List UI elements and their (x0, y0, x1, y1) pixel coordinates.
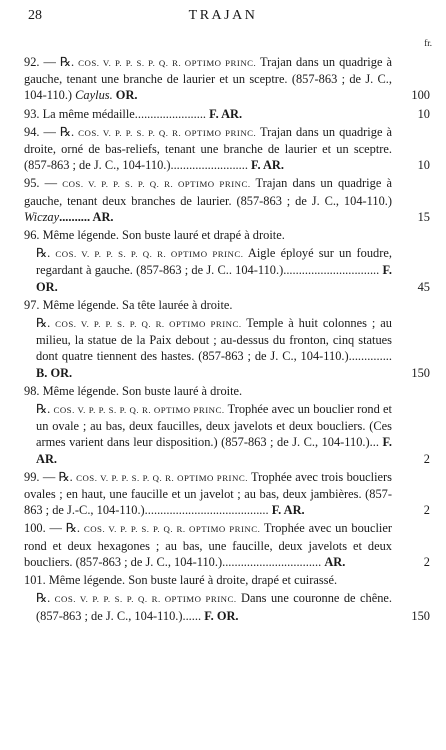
entry-text: ℞. (36, 246, 56, 261)
entry-value: 2 (423, 503, 430, 518)
catalogue-entry (24, 124, 430, 174)
entry-rarity-metal: F. AR. (209, 106, 243, 121)
entry-rarity-metal: F. AR. (271, 503, 305, 518)
catalogue-entry (24, 175, 430, 225)
catalogue-entry (24, 469, 430, 519)
entry-description: Trophée avec un bouclier rond et un ovale ; au bas, deux faucilles, deux javelots et deux boucliers. (Ces armes varient dans leur disposition.) (857-863 ; de J. C., 104-110.)... (36, 402, 392, 450)
page-number: 28 (28, 8, 42, 23)
page-header (0, 8, 446, 30)
entry-text: ℞. (36, 402, 54, 417)
entry-legend: COS. V. P. P. S. P. Q. R. OPTIMO PRINC. (54, 594, 237, 605)
entry-value: 10 (417, 106, 430, 121)
entry-legend: COS. V. P. P. S. P. Q. R. OPTIMO PRINC. (78, 127, 257, 138)
entry-description: Temple à huit colonnes ; au milieu, la statue de la Paix debout ; au-dessus du fronton, cinq statues dont quatre tiennent des hastes. (857-863 ; de J. C., 104-110.).............. (36, 316, 392, 364)
entry-source: Caylus. (75, 88, 113, 103)
entry-value: 100 (411, 88, 430, 103)
entry-legend: COS. V. P. P. S. P. Q. R. OPTIMO PRINC. (83, 524, 261, 535)
entry-description: Trajan dans un quadrige à gauche, tenant deux branches de laurier. (857-863 ; de J. C., 104-110.) (24, 176, 392, 208)
value-column-heading: fr. (424, 38, 432, 48)
entry-source: Wiczay (24, 209, 60, 224)
entry-text: 92. — ℞. (24, 55, 79, 69)
catalogue-entry (24, 54, 430, 104)
entry-description: Aigle éployé sur un foudre, regardant à gauche. (857-863 ; de J. C.. 104-110.)............................... (36, 246, 392, 278)
entry-legend: COS. V. P. P. S. P. Q. R. OPTIMO PRINC. (55, 249, 244, 260)
entry-text: 96. Même légende. Son buste lauré et drapé à droite. (24, 228, 285, 243)
entry-description: Trophée avec un bouclier rond et deux hexagones ; au bas, une faucille, deux javelots et deux boucliers. (857-863 ; de J. C., 104-110.)................................ (24, 521, 392, 569)
running-title: TRAJAN (188, 8, 258, 23)
entry-text: 98. Même légende. Son buste lauré à droite. (24, 383, 243, 398)
entry-rarity-metal: F. OR. (204, 608, 239, 623)
entry-rarity-metal: AR. (324, 554, 346, 569)
catalogue-entry (24, 106, 430, 122)
entry-description: Trophée avec trois boucliers ovales ; en haut, une faucille et un javelot ; au bas, deux jambières. (857-863 ; de J.-C., 104-110.)........................................ (24, 469, 392, 518)
entry-text: 99. — ℞. (24, 469, 77, 484)
entry-text: 100. — ℞. (24, 521, 84, 536)
entry-legend: COS. V. P. P. S. P. Q. R. OPTIMO PRINC. (62, 179, 251, 190)
entry-value: 15 (417, 209, 430, 224)
entry-text: ℞. (36, 591, 55, 606)
entry-legend: COS. V. P. P. S. P. Q. R. OPTIMO PRINC. (78, 58, 257, 68)
entry-description: Dans une couronne de chêne. (857-863 ; de J. C., 104-110.)...... (36, 591, 392, 623)
entry-legend: COS. V. P. P. S. P. Q. R. OPTIMO PRINC. (55, 319, 242, 330)
entry-value: 150 (411, 365, 430, 380)
entry-rarity-metal: .......... AR. (59, 209, 114, 224)
entry-rarity-metal: F. OR. (36, 263, 392, 294)
entry-text: 93. La même médaille....................... (24, 106, 210, 121)
entry-rarity-metal: B. OR. (36, 365, 73, 380)
catalogue-entry (36, 590, 430, 623)
entry-text: ℞. (36, 316, 56, 331)
entry-legend: COS. V. P. P. S. P. Q. R. OPTIMO PRINC. (53, 405, 225, 416)
entry-value: 2 (423, 554, 430, 569)
entry-text: 95. — (24, 176, 63, 191)
catalogue-entry (24, 227, 392, 243)
catalogue-entry (24, 520, 430, 570)
entry-legend: COS. V. P. P. S. P. Q. R. OPTIMO PRINC. (76, 472, 248, 483)
entry-description: Trajan dans un quadrige à droite, orné de bas-reliefs, tenant une branche de laurier et un sceptre. (857-863 ; de J. C., 104-110.)......................... (24, 124, 392, 173)
catalogue-entry (24, 572, 392, 588)
entry-description: Trajan dans un quadrige à gauche, tenant une branche de laurier et un sceptre. (857-863 ; de J. C., 104-110.) (24, 55, 392, 103)
catalogue-entry (36, 245, 430, 295)
catalogue-entry (24, 297, 392, 313)
entry-value: 45 (417, 279, 430, 294)
entry-value: 150 (411, 608, 430, 623)
entry-value: 10 (417, 158, 430, 173)
catalogue-entry (36, 401, 430, 467)
entry-text: 97. Même légende. Sa tête laurée à droite. (24, 297, 233, 312)
entry-rarity-metal: OR. (112, 88, 138, 103)
entry-rarity-metal: F. AR. (251, 158, 284, 173)
catalogue-entries (0, 54, 446, 626)
catalogue-entry (36, 315, 430, 381)
catalogue-entry (24, 383, 392, 399)
entry-rarity-metal: F. AR. (36, 435, 392, 466)
entry-value: 2 (423, 451, 430, 466)
entry-text: 101. Même légende. Son buste lauré à droite, drapé et cuirassé. (24, 573, 338, 588)
entry-text: 94. — ℞. (24, 124, 79, 139)
